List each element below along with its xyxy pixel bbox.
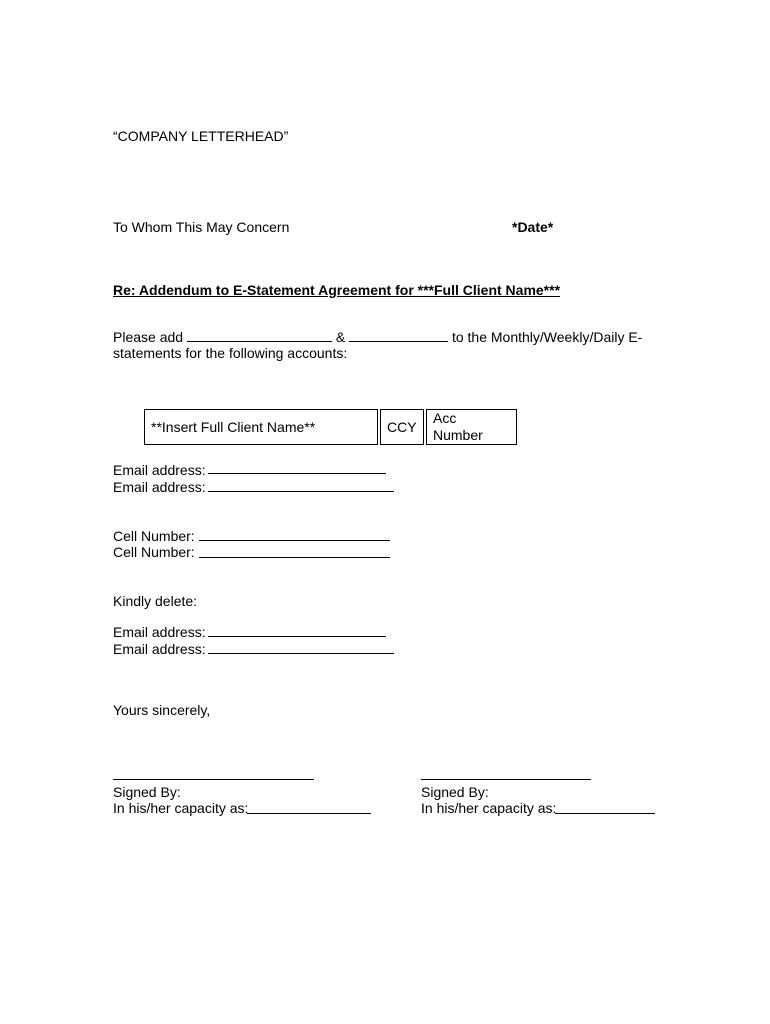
capacity-right-field[interactable] — [555, 813, 655, 814]
letterhead-placeholder: “COMPANY LETTERHEAD” — [113, 128, 289, 144]
account-number-cell: Acc Number — [427, 410, 517, 445]
capacity-right-label: In his/her capacity as: — [421, 800, 557, 816]
add-email-label-2: Email address: — [113, 479, 206, 495]
closing: Yours sincerely, — [113, 702, 211, 718]
delete-email-label-1: Email address: — [113, 624, 206, 640]
salutation: To Whom This May Concern — [113, 219, 290, 235]
delete-email-field-2[interactable] — [208, 653, 394, 654]
add-cell-field-2[interactable] — [199, 557, 390, 558]
request-ampersand: & — [335, 329, 346, 345]
request-line-1 — [113, 329, 642, 345]
account-table — [144, 409, 517, 445]
delete-heading: Kindly delete: — [113, 593, 198, 609]
add-cell-label-1: Cell Number: — [113, 528, 195, 544]
add-email-field-2[interactable] — [208, 491, 394, 492]
request-suffix: to the Monthly/Weekly/Daily E- — [451, 329, 643, 345]
delete-email-label-2: Email address: — [113, 641, 206, 657]
add-cell-label-2: Cell Number: — [113, 544, 195, 560]
add-cell-field-1[interactable] — [199, 540, 390, 541]
signature-line-right[interactable] — [421, 779, 591, 780]
add-item-1-field[interactable] — [187, 329, 332, 342]
account-table-row — [145, 410, 517, 445]
signature-line-left[interactable] — [113, 779, 314, 780]
client-name-cell: **Insert Full Client Name** — [145, 410, 378, 445]
capacity-left-label: In his/her capacity as: — [113, 800, 249, 816]
currency-cell: CCY — [381, 410, 424, 445]
delete-email-field-1[interactable] — [208, 636, 386, 637]
date-placeholder: *Date* — [512, 219, 554, 235]
signed-by-right: Signed By: — [421, 784, 489, 800]
capacity-left-field[interactable] — [247, 813, 371, 814]
add-item-2-field[interactable] — [349, 329, 448, 342]
add-email-label-1: Email address: — [113, 462, 206, 478]
request-prefix: Please add — [113, 329, 184, 345]
subject-line: Re: Addendum to E-Statement Agreement for ***Full Client Name*** — [113, 282, 561, 298]
add-email-field-1[interactable] — [208, 473, 386, 474]
signed-by-left: Signed By: — [113, 784, 181, 800]
request-line-2: statements for the following accounts: — [113, 345, 348, 361]
